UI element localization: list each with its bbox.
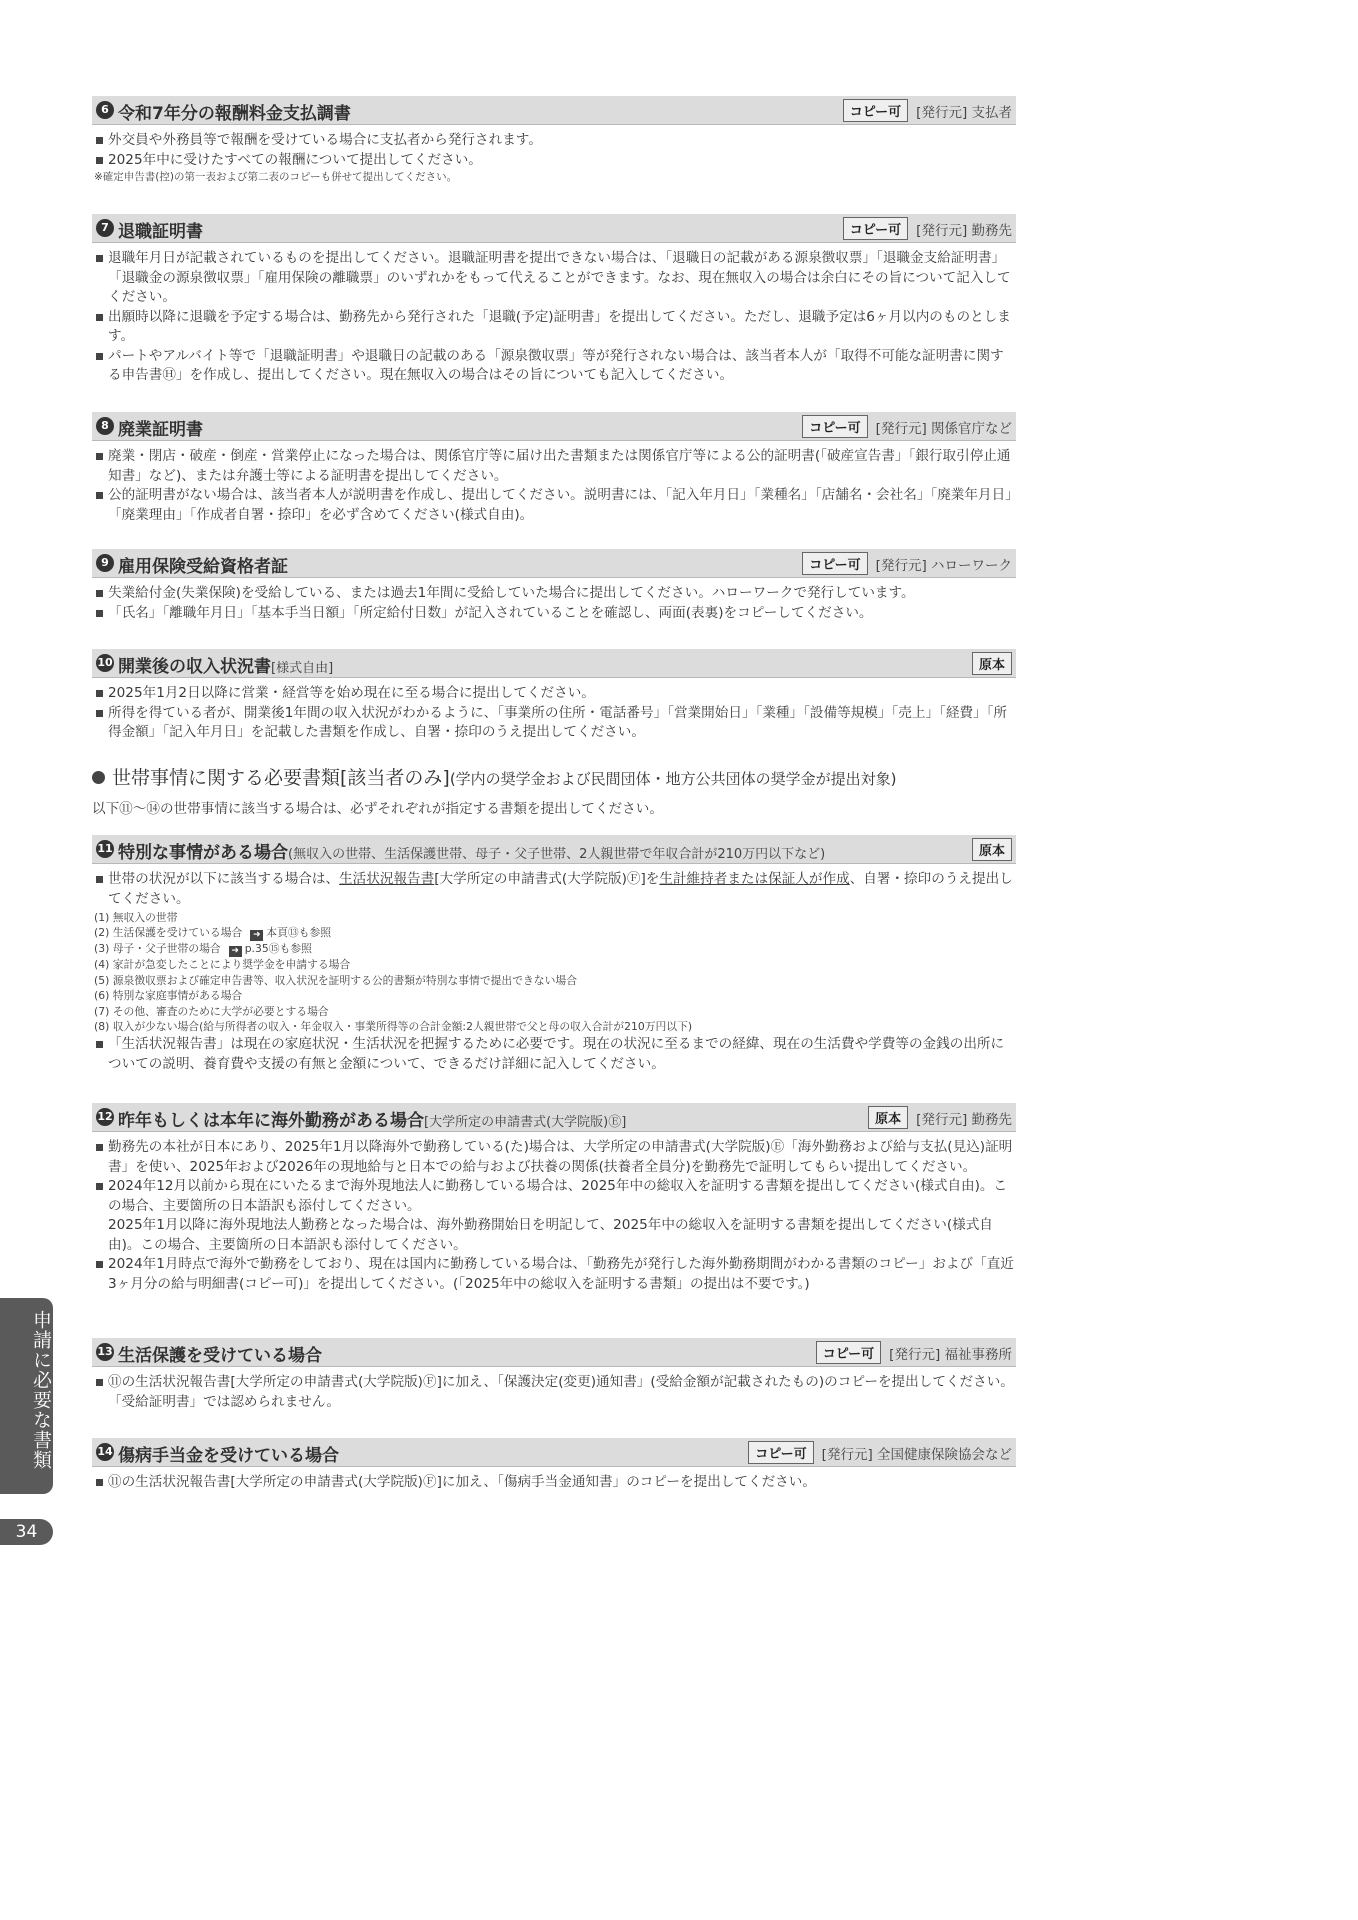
section-header — [92, 1338, 1016, 1367]
bullet-item: 2024年12月以前から現在にいたるまで海外現地法人に勤務している場合は、2025年中の総収入を証明する書類を提出してください(様式自由)。この場合、主要箇所の日本語訳も添付してください。 — [94, 1177, 1016, 1216]
section-6 — [92, 96, 1016, 185]
original-badge: 原本 — [868, 1106, 908, 1129]
bullet-item: 勤務先の本社が日本にあり、2025年1月以降海外で勤務している(た)場合は、大学所定の申請書式(大学院版)Ⓔ「海外勤務および給与支払(見込)証明書」を使い、2025年および2026年の現地給与と日本での給与および扶養の関係(扶養者全員分)を勤務先で証明してもらい提出してください。 — [94, 1138, 1016, 1177]
bullet-item: 所得を得ている者が、開業後1年間の収入状況がわかるように、「事業所の住所・電話番号」「営業開始日」「業種」「設備等規模」「売上」「経費」「所得金額」「記入年月日」を記載した書類を作成し、自署・捺印のうえ提出してください。 — [94, 704, 1016, 743]
page-number: 34 — [0, 1519, 53, 1545]
bullet-continuation: 2025年1月以降に海外現地法人勤務となった場合は、海外勤務開始日を明記して、2025年中の総収入を証明する書類を提出してください(様式自由)。この場合、主要箇所の日本語訳も添付してください。 — [108, 1217, 993, 1253]
section-title-text: 開業後の収入状況書 — [118, 657, 271, 677]
section-title-sub: [大学所定の申請書式(大学院版)Ⓔ] — [424, 1115, 627, 1130]
bullet-dot-icon — [92, 771, 105, 784]
bullet-item: 「生活状況報告書」は現在の家庭状況・生活状況を把握するために必要です。現在の状況に至るまでの経緯、現在の生活費や学費等の金銭の出所についての説明、養育費や支援の有無と金額について、できるだけ詳細に記入してください。 — [94, 1035, 1016, 1074]
page-reference: 本頁⑬も参照 — [266, 926, 332, 940]
household-heading — [92, 763, 1022, 817]
side-tab — [0, 1298, 53, 1494]
section-7 — [92, 214, 1016, 386]
issuer-label: [発行元] 勤務先 — [916, 222, 1012, 239]
condition-item: (7) その他、審査のために大学が必要とする場合 — [94, 1004, 329, 1018]
bullet-item — [94, 870, 1016, 909]
arrow-right-icon: ➜ — [229, 946, 242, 957]
section-12 — [92, 1103, 1016, 1294]
condition-item: (8) 収入が少ない場合(給与所得者の収入・年金収入・事業所得等の合計金額:2人親世帯で父と母の収入合計が210万円以下) — [94, 1020, 693, 1034]
issuer-label: [発行元] ハローワーク — [875, 557, 1012, 574]
text-run: 、自署・捺印のうえ提出してください。 — [108, 871, 1013, 907]
side-tab-label: 申請に必要な書類 — [30, 1310, 52, 1470]
original-badge: 原本 — [972, 652, 1012, 675]
page-reference: p.35⑮も参照 — [244, 942, 312, 956]
arrow-right-icon: ➜ — [250, 930, 263, 941]
bullet-item: ⑪の生活状況報告書[大学所定の申請書式(大学院版)Ⓕ]に加え、「保護決定(変更)通知書」(受給金額が記載されたもの)のコピーを提出してください。「受給証明書」では認められません。 — [94, 1373, 1016, 1412]
bullet-item: 廃業・閉店・破産・倒産・営業停止になった場合は、関係官庁等に届け出た書類または関係官庁等による公的証明書(「破産宣告書」「銀行取引停止通知書」など)、または弁護士等による証明書を提出してください。 — [94, 447, 1016, 486]
issuer-label: [発行元] 関係官庁など — [875, 420, 1012, 437]
section-title — [118, 838, 825, 863]
copy-allowed-badge: コピー可 — [843, 217, 908, 240]
issuer-label: [発行元] 勤務先 — [916, 1111, 1012, 1128]
section-title — [118, 652, 333, 677]
bullet-item: 2025年中に受けたすべての報酬について提出してください。 — [94, 151, 1016, 171]
bullet-item: 公的証明書がない場合は、該当者本人が説明書を作成し、提出してください。説明書には、「記入年月日」「業種名」「店舗名・会社名」「廃業年月日」「廃業理由」「作成者自署・捺印」を必ず含めてください(様式自由)。 — [94, 486, 1016, 525]
text-run: [大学所定の申請書式(大学院版)Ⓕ]を — [434, 871, 660, 887]
copy-allowed-badge: コピー可 — [843, 99, 908, 122]
section-title: 令和7年分の報酬料金支払調書 — [118, 104, 351, 124]
bullet-item: ⑪の生活状況報告書[大学所定の申請書式(大学院版)Ⓕ]に加え、「傷病手当金通知書」のコピーを提出してください。 — [94, 1473, 1016, 1493]
underlined-text: 生計維持者または保証人が作成 — [659, 871, 850, 887]
condition-item: (2) 生活保護を受けている場合 ➜ 本頁⑬も参照 — [94, 926, 332, 941]
section-11 — [92, 835, 1016, 1074]
original-badge: 原本 — [972, 838, 1012, 861]
section-title: 退職証明書 — [118, 222, 203, 242]
underlined-text: 生活状況報告書 — [339, 871, 435, 887]
issuer-label: [発行元] 全国健康保険協会など — [821, 1446, 1012, 1463]
condition-list — [94, 909, 1016, 1035]
household-title — [92, 763, 1022, 790]
bullet-item: 外交員や外務員等で報酬を受けている場合に支払者から発行されます。 — [94, 131, 1016, 151]
section-header — [92, 835, 1016, 864]
section-header — [92, 214, 1016, 243]
section-title: 傷病手当金を受けている場合 — [118, 1446, 339, 1466]
section-header — [92, 649, 1016, 678]
issuer-label: [発行元] 支払者 — [916, 104, 1012, 121]
condition-item: (6) 特別な家庭事情がある場合 — [94, 989, 243, 1003]
section-number: 9 — [96, 554, 114, 572]
section-9 — [92, 549, 1016, 623]
copy-allowed-badge: コピー可 — [802, 552, 867, 575]
bullet-item: 失業給付金(失業保険)を受給している、または過去1年間に受給していた場合に提出してください。ハローワークで発行しています。 — [94, 584, 1016, 604]
section-number: 10 — [96, 654, 114, 672]
section-title: 廃業証明書 — [118, 420, 203, 440]
section-number: 6 — [96, 101, 114, 119]
issuer-label: [発行元] 福祉事務所 — [889, 1346, 1012, 1363]
household-subtitle: 以下⑪〜⑭の世帯事情に該当する場合は、必ずそれぞれが指定する書類を提出してください。 — [92, 801, 663, 817]
condition-item: (3) 母子・父子世帯の場合 ➜ p.35⑮も参照 — [94, 942, 312, 957]
bullet-item: パートやアルバイト等で「退職証明書」や退職日の記載のある「源泉徴収票」等が発行されない場合は、該当者本人が「取得不可能な証明書に関する申告書Ⓗ」を作成し、提出してください。現在無収入の場合はその旨についても記入してください。 — [94, 347, 1016, 386]
section-title-text: 特別な事情がある場合 — [118, 843, 288, 863]
footnote: ※確定申告書(控)の第一表および第二表のコピーも併せて提出してください。 — [94, 171, 458, 183]
section-header — [92, 1103, 1016, 1132]
section-header — [92, 1438, 1016, 1467]
section-number: 13 — [96, 1343, 114, 1361]
section-14 — [92, 1438, 1016, 1493]
condition-item: (4) 家計が急変したことにより奨学金を申請する場合 — [94, 958, 351, 972]
section-number: 12 — [96, 1108, 114, 1126]
condition-item: (1) 無収入の世帯 — [94, 911, 178, 924]
bullet-item: 2025年1月2日以降に営業・経営等を始め現在に至る場合に提出してください。 — [94, 684, 1016, 704]
section-title — [118, 1106, 626, 1131]
section-10 — [92, 649, 1016, 743]
household-title-text: 世帯事情に関する必要書類[該当者のみ] — [112, 767, 450, 789]
section-number: 8 — [96, 417, 114, 435]
section-title-sub: (無収入の世帯、生活保護世帯、母子・父子世帯、2人親世帯で年収合計が210万円以下など) — [288, 847, 826, 862]
copy-allowed-badge: コピー可 — [816, 1341, 881, 1364]
section-header — [92, 96, 1016, 125]
section-title: 雇用保険受給資格者証 — [118, 557, 288, 577]
section-title: 生活保護を受けている場合 — [118, 1346, 322, 1366]
section-header — [92, 549, 1016, 578]
section-title-text: 昨年もしくは本年に海外勤務がある場合 — [118, 1111, 424, 1131]
condition-item: (5) 源泉徴収票および確定申告書等、収入状況を証明する公的書類が特別な事情で提出できない場合 — [94, 973, 577, 987]
section-8 — [92, 412, 1016, 525]
section-13 — [92, 1338, 1016, 1412]
bullet-item: 退職年月日が記載されているものを提出してください。退職証明書を提出できない場合は、「退職日の記載がある源泉徴収票」「退職金支給証明書」「退職金の源泉徴収票」「雇用保険の離職票」のいずれかをもって代えることができます。なお、現在無収入の場合は余白にその旨について記入してください。 — [94, 249, 1016, 308]
copy-allowed-badge: コピー可 — [748, 1441, 813, 1464]
section-number: 11 — [96, 840, 114, 858]
household-title-small: (学内の奨学金および民間団体・地方公共団体の奨学金が提出対象) — [449, 770, 897, 788]
bullet-item: 出願時以降に退職を予定する場合は、勤務先から発行された「退職(予定)証明書」を提出してください。ただし、退職予定は6ヶ月以内のものとします。 — [94, 308, 1016, 347]
section-number: 7 — [96, 219, 114, 237]
section-title-sub: [様式自由] — [271, 661, 334, 676]
section-number: 14 — [96, 1443, 114, 1461]
bullet-item: 「氏名」「離職年月日」「基本手当日額」「所定給付日数」が記入されていることを確認し、両面(表裏)をコピーしてください。 — [94, 604, 1016, 624]
section-header — [92, 412, 1016, 441]
text-run: 世帯の状況が以下に該当する場合は、 — [108, 871, 340, 887]
copy-allowed-badge: コピー可 — [802, 415, 867, 438]
bullet-item: 2024年1月時点で海外で勤務をしており、現在は国内に勤務している場合は、「勤務先が発行した海外勤務期間がわかる書類のコピー」および「直近3ヶ月分の給与明細書(コピー可)」を提出してください。(「2025年中の総収入を証明する書類」の提出は不要です。) — [94, 1255, 1016, 1294]
